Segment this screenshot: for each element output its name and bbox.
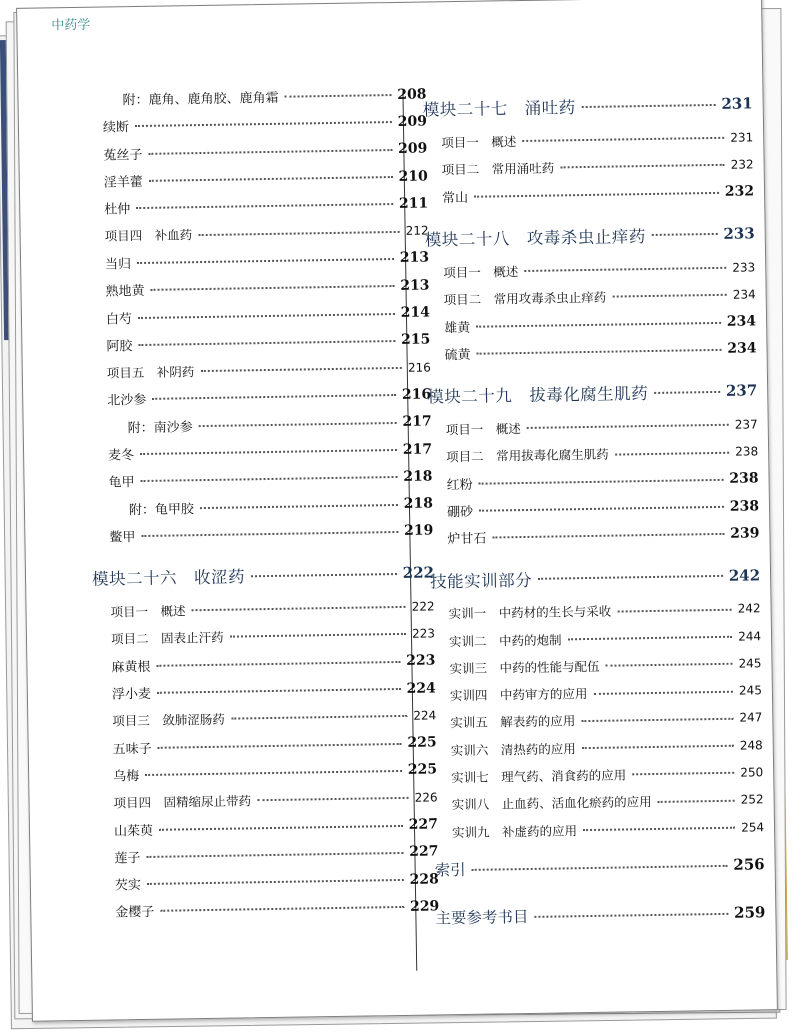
toc-page-number: 245 (738, 656, 762, 671)
running-header: 中药学 (51, 17, 91, 34)
toc-page-number: 244 (738, 628, 762, 644)
dot-leader (198, 230, 400, 236)
toc-entry-title: 项目一 概述 (441, 133, 517, 150)
dot-leader (141, 475, 398, 482)
toc-page-number: 219 (403, 522, 434, 540)
toc-page-number: 231 (721, 94, 753, 113)
toc-entry (424, 178, 754, 210)
toc-page-number: 234 (727, 340, 757, 358)
dot-leader (135, 120, 392, 127)
dot-leader (476, 321, 721, 328)
dot-leader (152, 393, 396, 400)
toc-entry-title: 模块二十七 涌吐药 (422, 98, 576, 120)
toc-page-number: 233 (732, 259, 756, 275)
dot-leader (156, 660, 400, 667)
toc-entry-title: 熟地黄 (105, 284, 145, 300)
toc-entry (434, 841, 765, 894)
toc-entry-title: 主要参考书目 (435, 908, 529, 928)
toc-page-number: 238 (729, 470, 759, 488)
toc-page-number: 224 (413, 708, 437, 723)
dot-leader (654, 389, 720, 393)
toc-page-number: 222 (411, 599, 435, 614)
toc-entry-title: 技能实训部分 (429, 570, 533, 592)
toc-page-number: 252 (740, 792, 764, 807)
toc-entry (426, 335, 756, 367)
dot-leader (200, 366, 402, 372)
toc-page-number: 229 (409, 898, 440, 915)
dot-leader (477, 348, 722, 355)
toc-entry-title: 项目一 概述 (445, 420, 521, 437)
toc-page-number: 237 (725, 381, 758, 400)
dot-leader (605, 662, 732, 667)
toc-page-number: 231 (730, 130, 754, 145)
toc-module-entry (427, 370, 758, 415)
toc-entry-title: 浮小麦 (111, 686, 152, 703)
toc-module-entry (422, 83, 753, 128)
dot-leader (136, 202, 393, 209)
toc-page-number: 217 (402, 440, 433, 458)
dot-leader (157, 687, 401, 694)
toc-page-number: 245 (738, 683, 763, 698)
dot-leader (149, 175, 393, 182)
toc-entry-title: 莲子 (114, 850, 141, 867)
dot-leader (617, 607, 732, 612)
toc-page-number: 232 (730, 157, 754, 172)
toc-entry-title: 麻黄根 (111, 659, 151, 676)
toc-page-number: 238 (735, 444, 759, 459)
toc-entry-title: 芡实 (114, 878, 142, 894)
toc-entry-title: 索引 (434, 861, 466, 880)
toc-entry-title: 实训九 补虚药的应用 (451, 822, 578, 840)
toc-page-number: 227 (408, 816, 439, 833)
toc-entry-title: 山茱萸 (113, 823, 154, 840)
dot-leader (612, 293, 727, 298)
toc-entry (91, 517, 433, 550)
toc-entry-title: 实训八 止血药、活血化瘀药的应用 (451, 794, 652, 813)
toc-page-number: 242 (737, 601, 761, 616)
toc-entry-title: 五味子 (112, 741, 152, 758)
dot-leader (658, 799, 735, 803)
toc-page-number: 217 (402, 413, 432, 431)
toc-page-number: 224 (406, 679, 436, 697)
toc-entry-title: 实训二 中药的炮制 (448, 631, 562, 649)
toc-entry-title: 红粉 (446, 477, 473, 494)
toc-entry-title: 实训七 理气药、消食药的应用 (451, 767, 627, 786)
toc-page-number: 248 (739, 737, 763, 753)
toc-entry (435, 889, 766, 942)
toc-module-entry (430, 555, 761, 600)
dot-leader (582, 744, 734, 749)
toc-entry-title: 鳖甲 (109, 530, 136, 546)
dot-leader (524, 266, 726, 272)
toc-page-number: 227 (409, 843, 439, 861)
dot-leader (138, 312, 395, 319)
dot-leader (147, 878, 404, 885)
toc-page-number: 250 (740, 765, 764, 780)
dot-leader (200, 503, 398, 509)
toc-page-number: 215 (400, 331, 431, 349)
dot-leader (581, 717, 733, 722)
dot-leader (148, 148, 392, 155)
dot-leader (583, 826, 735, 831)
dot-leader (568, 635, 733, 641)
toc-page-number: 218 (403, 495, 434, 512)
toc-entry-title: 附：鹿角、鹿角胶、鹿角霜 (122, 90, 279, 109)
dot-leader (137, 257, 394, 264)
dot-leader (140, 448, 397, 455)
toc-entry-title: 项目二 固表止汗药 (110, 629, 224, 647)
toc-page-number: 222 (402, 563, 435, 582)
toc-page-number: 225 (407, 734, 437, 752)
toc-entry-title: 常山 (442, 190, 469, 206)
dot-leader (199, 421, 397, 427)
toc-page-number: 247 (739, 710, 763, 726)
toc-entry-title: 项目二 常用攻毒杀虫止痒药 (443, 289, 607, 308)
toc-module-entry (424, 213, 755, 258)
dot-leader (472, 864, 728, 871)
toc-entry-title: 附：龟甲胶 (128, 501, 195, 518)
toc-entry-title: 续断 (102, 120, 130, 137)
toc-entry-title: 项目一 概述 (443, 263, 519, 280)
toc-page-number: 212 (405, 223, 429, 238)
toc-entry-title: 项目二 常用拔毒化腐生肌药 (446, 446, 609, 465)
toc-entry-title: 模块二十九 拔毒化腐生肌药 (427, 384, 649, 407)
toc-page-number: 234 (732, 287, 756, 302)
dot-leader (593, 689, 733, 694)
toc-entry-title: 金樱子 (115, 905, 155, 921)
dot-leader (527, 423, 729, 429)
dot-leader (632, 771, 734, 776)
dot-leader (229, 632, 406, 638)
toc-entry-title: 阿胶 (106, 338, 133, 355)
toc-entry-title: 淫羊藿 (103, 174, 143, 191)
toc-page-number: 228 (409, 871, 439, 888)
toc-entry-title: 项目三 敛肺涩肠药 (112, 711, 225, 729)
toc-entry-title: 项目二 常用涌吐药 (441, 160, 555, 178)
dot-leader (538, 574, 723, 580)
toc-entry-title: 雄黄 (444, 320, 471, 336)
toc-entry-title: 项目四 补血药 (104, 227, 193, 244)
dot-leader (522, 136, 724, 142)
toc-page-number: 256 (733, 855, 765, 874)
toc-page-number: 214 (400, 304, 431, 321)
dot-leader (160, 905, 404, 912)
dot-leader (615, 450, 730, 455)
toc-entry-title: 项目四 固精缩尿止带药 (113, 793, 252, 811)
toc-page-number: 237 (734, 417, 758, 432)
toc-entry-title: 麦冬 (108, 448, 135, 464)
dot-leader (145, 769, 402, 776)
toc-page-number: 209 (397, 140, 428, 158)
dot-leader (257, 796, 409, 801)
toc-entry-title: 模块二十八 攻毒杀虫止痒药 (424, 226, 646, 250)
toc-page-number: 216 (407, 360, 431, 375)
dot-leader (146, 851, 403, 858)
toc-page-number: 213 (399, 249, 430, 267)
dot-leader (151, 284, 395, 291)
toc-entry-title: 炉甘石 (447, 532, 487, 548)
toc-entry-title: 北沙参 (107, 393, 147, 409)
toc-page-number: 254 (741, 819, 765, 835)
toc-entry-title: 实训六 清热药的应用 (450, 740, 576, 758)
toc-page-number: 242 (728, 565, 761, 585)
dot-leader (251, 572, 397, 577)
toc-entry-title: 模块二十六 收涩药 (91, 567, 246, 589)
dot-leader (138, 339, 395, 346)
dot-leader (479, 505, 724, 512)
toc-entry-title: 实训一 中药材的生长与采收 (448, 603, 612, 622)
toc-page-number: 223 (406, 652, 436, 670)
dot-leader (474, 191, 719, 198)
toc-page-number: 223 (411, 626, 436, 641)
toc-entry (429, 520, 759, 552)
toc-page-number: 226 (414, 790, 438, 805)
dot-leader (652, 232, 718, 236)
toc-entry-title: 白芍 (105, 311, 133, 328)
toc-module-entry (92, 552, 435, 597)
toc-page-number: 209 (397, 113, 428, 130)
toc-entry-title: 硫黄 (444, 347, 471, 364)
dot-leader (192, 605, 406, 611)
toc-left-column (84, 80, 439, 925)
toc-entry-title: 项目五 补阴药 (106, 363, 195, 381)
toc-entry-title: 杜仲 (104, 202, 131, 218)
toc-page-number: 234 (726, 313, 757, 330)
dot-leader (479, 478, 724, 485)
toc-entry-title: 乌梅 (113, 769, 140, 785)
toc-entry-title: 实训四 中药审方的应用 (449, 686, 588, 704)
toc-page-number: 218 (403, 468, 433, 485)
toc-page-number: 259 (733, 903, 766, 922)
dot-leader (159, 824, 403, 831)
toc-entry-title: 项目一 概述 (110, 603, 186, 620)
dot-leader (534, 912, 728, 918)
dot-leader (141, 530, 398, 537)
toc-entry-title: 菟丝子 (103, 147, 143, 164)
toc-page-number: 216 (401, 386, 432, 403)
toc-page-number: 238 (729, 497, 760, 515)
toc-page-number: 210 (398, 168, 428, 185)
toc-entry-title: 附：南沙参 (127, 419, 193, 436)
toc-entry-title: 硼砂 (446, 504, 474, 521)
toc-entry-title: 当归 (105, 257, 132, 273)
dot-leader (560, 163, 725, 169)
toc-right-column (422, 75, 765, 941)
dot-leader (492, 532, 724, 539)
dot-leader (158, 742, 402, 749)
dot-leader (582, 102, 716, 107)
toc-entry (97, 893, 439, 926)
toc-page-number: 233 (723, 224, 755, 243)
toc-page-number: 211 (398, 195, 429, 212)
toc-entry-title: 龟甲 (108, 475, 135, 491)
toc-page-number: 239 (730, 525, 760, 542)
toc-page-number: 208 (397, 86, 427, 103)
dot-leader (284, 93, 391, 98)
toc-page (16, 0, 778, 1022)
toc-page-number: 225 (407, 761, 438, 779)
toc-entry-title: 实训三 中药的性能与配伍 (449, 658, 600, 676)
toc-entry-title: 实训五 解表药的应用 (450, 713, 576, 731)
toc-page-number: 213 (400, 277, 430, 294)
dot-leader (231, 714, 408, 720)
toc-page-number: 232 (724, 183, 755, 201)
